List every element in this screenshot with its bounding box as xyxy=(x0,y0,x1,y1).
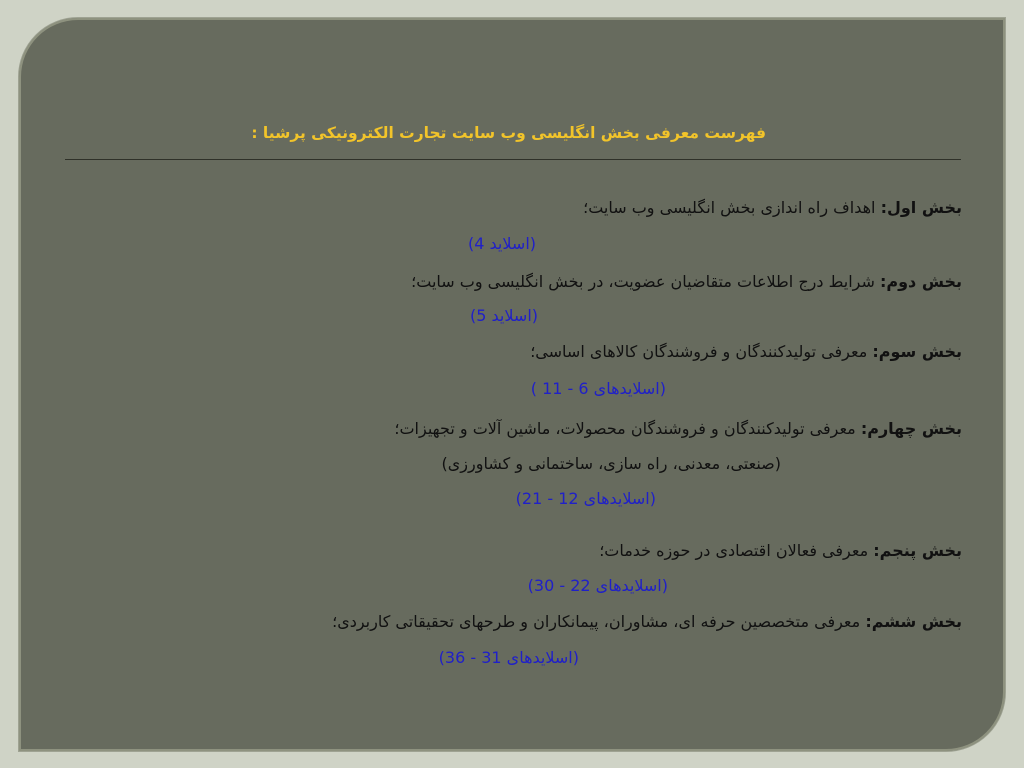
section-1-text: اهداف راه اندازی بخش انگلیسی وب سایت؛ xyxy=(583,198,881,217)
section-2-text: شرایط درج اطلاعات متقاضیان عضویت، در بخش انگلیسی وب سایت؛ xyxy=(411,272,880,291)
section-1-ref: (اسلاید 4) xyxy=(467,234,536,253)
section-5-text: معرفی فعالان اقتصادی در حوزه خدمات؛ xyxy=(599,541,874,560)
section-2-label: بخش دوم: xyxy=(879,272,962,291)
section-3-label: بخش سوم: xyxy=(872,342,962,361)
section-6-text: معرفی متخصصین حرفه ای، مشاوران، پیمانکاران و طرحهای تحقیقاتی کاربردی؛ xyxy=(332,612,866,631)
section-5-line xyxy=(599,541,962,560)
section-2-ref: (اسلاید 5) xyxy=(469,306,538,325)
section-5-label: بخش پنجم: xyxy=(873,541,962,560)
section-5-ref: (اسلایدهای 22 - 30) xyxy=(527,576,668,595)
section-4-label: بخش چهارم: xyxy=(860,419,962,438)
section-4-subtext: (صنعتی، معدنی، راه سازی، ساختمانی و کشاورزی) xyxy=(441,454,781,473)
section-6-ref: (اسلایدهای 31 - 36) xyxy=(438,648,579,667)
section-1-label: بخش اول: xyxy=(880,198,962,217)
section-3-ref: (اسلایدهای 6 - 11 ) xyxy=(530,379,666,398)
section-2-line xyxy=(411,272,962,291)
section-4-text: معرفی تولیدکنندگان و فروشندگان محصولات، ماشین آلات و تجهیزات؛ xyxy=(394,419,861,438)
slide-title: فهرست معرفی بخش انگلیسی وب سایت تجارت الکترونیکی پرشیا : xyxy=(251,124,766,142)
section-6-line xyxy=(332,612,962,631)
section-4-line xyxy=(394,419,962,438)
section-3-text: معرفی تولیدکنندگان و فروشندگان کالاهای اساسی؛ xyxy=(530,342,873,361)
section-6-label: بخش ششم: xyxy=(865,612,962,631)
section-3-line xyxy=(530,342,962,361)
title-divider xyxy=(65,159,961,160)
section-1-line xyxy=(583,198,962,217)
section-4-ref: (اسلایدهای 12 - 21) xyxy=(515,489,656,508)
